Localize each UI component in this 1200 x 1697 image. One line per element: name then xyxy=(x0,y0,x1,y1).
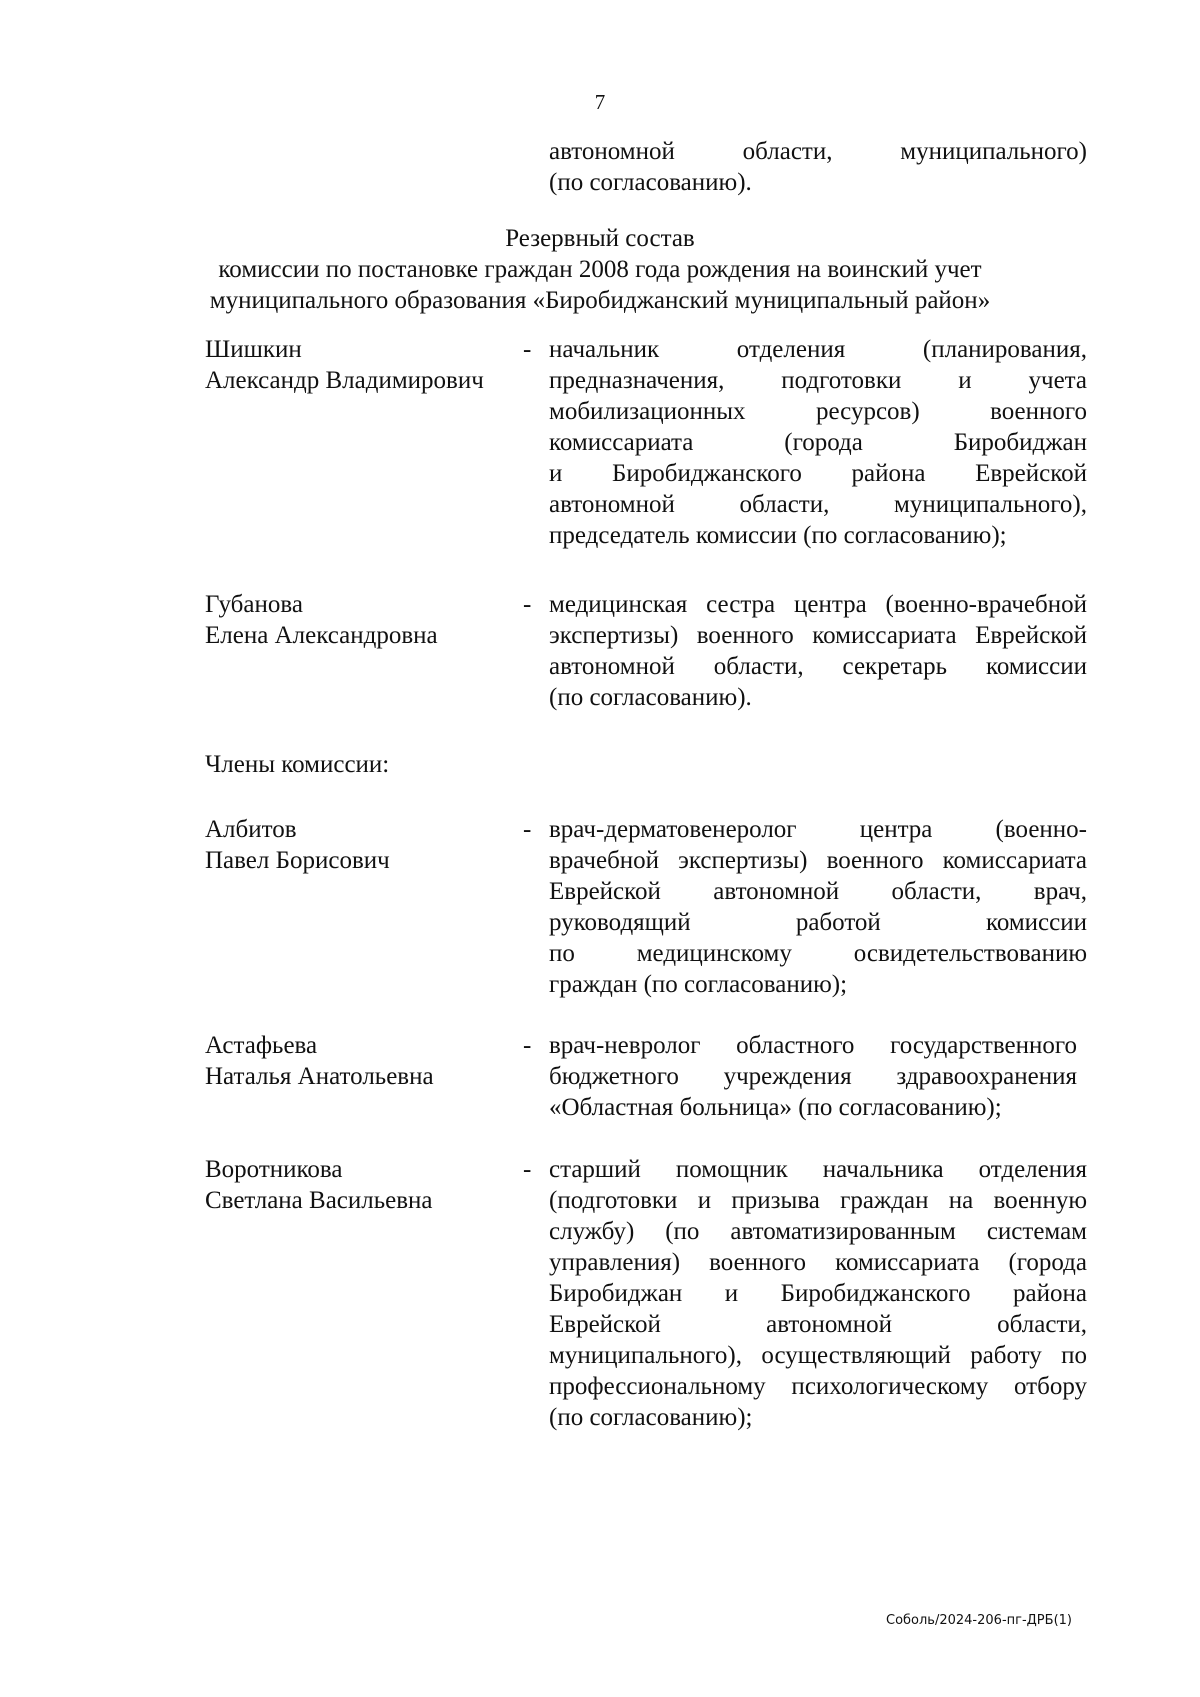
position-description xyxy=(549,334,1087,551)
text-line: службу) (по автоматизированным системам xyxy=(549,1218,1087,1245)
text-line: по медицинскому освидетельствованию xyxy=(549,940,1087,967)
text-line: руководящий работой комиссии xyxy=(549,909,1087,936)
members-heading: Члены комиссии: xyxy=(205,751,390,778)
heading-line: Резервный состав xyxy=(505,225,695,252)
text-line: автономной области, секретарь комиссии xyxy=(549,653,1087,680)
text-line: врач-невролог областного государственного xyxy=(549,1032,1077,1059)
dash: - xyxy=(523,1156,532,1183)
section-heading xyxy=(0,223,1200,316)
text-line: мобилизационных ресурсов) военного xyxy=(549,398,1087,425)
person-name xyxy=(205,589,525,651)
surname: Астафьева xyxy=(205,1032,318,1059)
text-line: врач-дерматовенеролог центра (военно- xyxy=(549,816,1087,843)
text-line: медицинская сестра центра (военно-врачебной xyxy=(549,591,1087,618)
text-line: автономной области, муниципального), xyxy=(549,491,1087,518)
text-line: и Биробиджанского района Еврейской xyxy=(549,460,1087,487)
dash: - xyxy=(523,1032,532,1059)
surname: Албитов xyxy=(205,816,297,843)
text-line: (по согласованию); xyxy=(549,1404,753,1431)
given-names: Павел Борисович xyxy=(205,847,390,874)
position-description xyxy=(549,814,1087,1000)
text-line: управления) военного комиссариата (города xyxy=(549,1249,1087,1276)
given-names: Александр Владимирович xyxy=(205,367,484,394)
surname: Губанова xyxy=(205,591,303,618)
text-line: «Областная больница» (по согласованию); xyxy=(549,1094,1002,1121)
text-line: профессиональному психологическому отбору xyxy=(549,1373,1087,1400)
given-names: Наталья Анатольевна xyxy=(205,1063,434,1090)
text-line: старший помощник начальника отделения xyxy=(549,1156,1087,1183)
text-line: предназначения, подготовки и учета xyxy=(549,367,1087,394)
heading-line: комиссии по постановке граждан 2008 года рождения на воинский учет xyxy=(218,256,982,283)
continuation-text xyxy=(549,136,1087,198)
text-line: (по согласованию). xyxy=(549,684,752,711)
text-line: Биробиджан и Биробиджанского района xyxy=(549,1280,1087,1307)
dash: - xyxy=(523,591,532,618)
text-line: Еврейской автономной области, врач, xyxy=(549,878,1087,905)
position-description xyxy=(549,1030,1077,1123)
text-line: председатель комиссии (по согласованию); xyxy=(549,522,1007,549)
text-line: врачебной экспертизы) военного комиссариата xyxy=(549,847,1087,874)
text-line: Еврейской автономной области, xyxy=(549,1311,1087,1338)
dash: - xyxy=(523,816,532,843)
text-line: бюджетного учреждения здравоохранения xyxy=(549,1063,1077,1090)
text-line: экспертизы) военного комиссариата Еврейской xyxy=(549,622,1087,649)
given-names: Светлана Васильевна xyxy=(205,1187,433,1214)
page-number: 7 xyxy=(594,90,606,114)
dash: - xyxy=(523,336,532,363)
person-name xyxy=(205,1154,525,1216)
position-description xyxy=(549,589,1087,713)
given-names: Елена Александровна xyxy=(205,622,438,649)
surname: Шишкин xyxy=(205,336,302,363)
text-line: начальник отделения (планирования, xyxy=(549,336,1087,363)
heading-line: муниципального образования «Биробиджанский муниципальный район» xyxy=(209,287,991,314)
surname: Воротникова xyxy=(205,1156,343,1183)
person-name xyxy=(205,334,525,396)
footer-document-code: Соболь/2024-206-пг-ДРБ(1) xyxy=(886,1613,1072,1628)
text-line: комиссариата (города Биробиджан xyxy=(549,429,1087,456)
text-line: (по согласованию). xyxy=(549,169,752,196)
text-line: автономной области, муниципального) xyxy=(549,138,1087,165)
text-line: (подготовки и призыва граждан на военную xyxy=(549,1187,1087,1214)
text-line: граждан (по согласованию); xyxy=(549,971,848,998)
person-name xyxy=(205,814,525,876)
person-name xyxy=(205,1030,525,1092)
position-description xyxy=(549,1154,1087,1433)
text-line: муниципального), осуществляющий работу по xyxy=(549,1342,1087,1369)
